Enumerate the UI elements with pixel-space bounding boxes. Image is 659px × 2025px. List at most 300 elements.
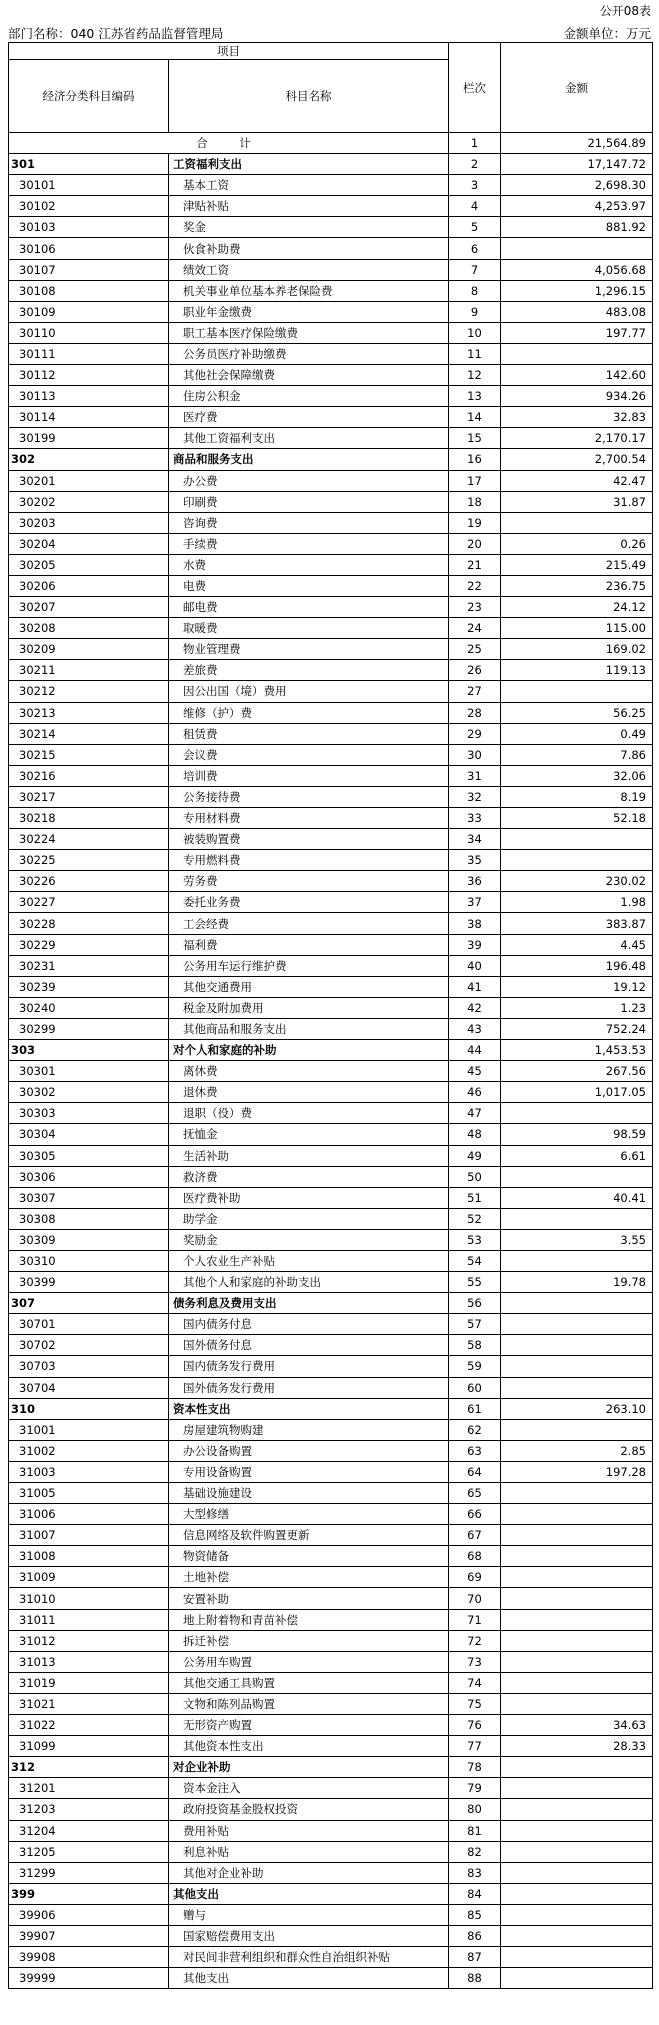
name-cell: 政府投资基金股权投资: [169, 1799, 449, 1820]
code-cell: 30201: [9, 470, 169, 491]
col-no-cell: 67: [449, 1525, 501, 1546]
amount-cell: 263.10: [501, 1398, 653, 1419]
table-row: [9, 386, 653, 407]
amount-cell: [501, 1546, 653, 1567]
amount-cell: [501, 1672, 653, 1693]
amount-cell: 4,056.68: [501, 259, 653, 280]
col-no-cell: 72: [449, 1630, 501, 1651]
table-row: [9, 1229, 653, 1250]
table-row: [9, 1820, 653, 1841]
amount-cell: 19.78: [501, 1272, 653, 1293]
col-no-cell: 86: [449, 1925, 501, 1946]
amount-cell: 115.00: [501, 618, 653, 639]
table-row: [9, 934, 653, 955]
col-no-cell: 61: [449, 1398, 501, 1419]
table-row: [9, 470, 653, 491]
table-row: [9, 850, 653, 871]
amount-cell: 215.49: [501, 554, 653, 575]
name-cell: 培训费: [169, 765, 449, 786]
table-row: [9, 913, 653, 934]
col-no-cell: 66: [449, 1504, 501, 1525]
col-no-cell: 46: [449, 1082, 501, 1103]
amount-header: 金额: [501, 43, 653, 133]
table-row: [9, 1272, 653, 1293]
amount-cell: 196.48: [501, 955, 653, 976]
name-cell: 咨询费: [169, 512, 449, 533]
col-no-cell: 74: [449, 1672, 501, 1693]
amount-unit: 金额单位：万元: [563, 26, 651, 41]
name-cell: 国外债务发行费用: [169, 1377, 449, 1398]
category-row: [9, 154, 653, 175]
amount-cell: 2,700.54: [501, 449, 653, 470]
col-no-cell: 69: [449, 1567, 501, 1588]
amount-cell: 17,147.72: [501, 154, 653, 175]
table-row: [9, 407, 653, 428]
col-no-cell: 32: [449, 786, 501, 807]
code-cell: 31007: [9, 1525, 169, 1546]
amount-cell: [501, 1293, 653, 1314]
col-no-cell: 60: [449, 1377, 501, 1398]
project-group-header: 项目: [9, 43, 449, 60]
col-no-cell: 84: [449, 1883, 501, 1904]
category-row: [9, 449, 653, 470]
name-cell: 津贴补贴: [169, 196, 449, 217]
col-no-cell: 37: [449, 892, 501, 913]
amount-cell: 230.02: [501, 871, 653, 892]
col-no-cell: 88: [449, 1968, 501, 1989]
col-no-cell: 51: [449, 1187, 501, 1208]
amount-cell: [501, 1525, 653, 1546]
code-cell: 30399: [9, 1272, 169, 1293]
name-cell: 基本工资: [169, 175, 449, 196]
table-row: [9, 428, 653, 449]
code-cell: 30107: [9, 259, 169, 280]
col-no-cell: 6: [449, 238, 501, 259]
amount-cell: [501, 1883, 653, 1904]
code-cell: 31205: [9, 1841, 169, 1862]
amount-cell: [501, 1314, 653, 1335]
code-cell: 30111: [9, 343, 169, 364]
code-cell: 30211: [9, 660, 169, 681]
col-no-cell: 31: [449, 765, 501, 786]
table-row: [9, 1018, 653, 1039]
code-cell: 30106: [9, 238, 169, 259]
code-cell: 30215: [9, 744, 169, 765]
col-no-cell: 40: [449, 955, 501, 976]
table-row: [9, 871, 653, 892]
table-row: [9, 533, 653, 554]
amount-cell: [501, 1757, 653, 1778]
table-row: [9, 1778, 653, 1799]
code-cell: 31099: [9, 1736, 169, 1757]
table-row: [9, 512, 653, 533]
amount-cell: [501, 1483, 653, 1504]
name-cell: 其他支出: [169, 1883, 449, 1904]
col-no-cell: 9: [449, 301, 501, 322]
table-row: [9, 618, 653, 639]
table-row: [9, 575, 653, 596]
col-no-cell: 79: [449, 1778, 501, 1799]
name-cell: 离休费: [169, 1061, 449, 1082]
code-cell: 30103: [9, 217, 169, 238]
col-no-cell: 77: [449, 1736, 501, 1757]
name-cell: 办公设备购置: [169, 1440, 449, 1461]
name-cell: 资本性支出: [169, 1398, 449, 1419]
amount-cell: [501, 1356, 653, 1377]
col-no-cell: 2: [449, 154, 501, 175]
amount-cell: [501, 1504, 653, 1525]
table-row: [9, 217, 653, 238]
col-no-cell: 80: [449, 1799, 501, 1820]
name-cell: 救济费: [169, 1166, 449, 1187]
code-cell: 302: [9, 449, 169, 470]
amount-cell: 19.12: [501, 976, 653, 997]
code-cell: 30101: [9, 175, 169, 196]
code-cell: 30304: [9, 1124, 169, 1145]
code-cell: 307: [9, 1293, 169, 1314]
amount-cell: [501, 681, 653, 702]
amount-cell: [501, 1799, 653, 1820]
code-cell: 30203: [9, 512, 169, 533]
code-cell: 399: [9, 1883, 169, 1904]
table-row: [9, 1546, 653, 1567]
code-cell: 31009: [9, 1567, 169, 1588]
amount-cell: [501, 1166, 653, 1187]
table-row: [9, 1377, 653, 1398]
table-row: [9, 1651, 653, 1672]
table-row: [9, 1799, 653, 1820]
col-no-cell: 63: [449, 1440, 501, 1461]
amount-cell: [501, 1968, 653, 1989]
col-no-cell: 12: [449, 365, 501, 386]
col-no-cell: 8: [449, 280, 501, 301]
table-row: [9, 343, 653, 364]
code-cell: 30302: [9, 1082, 169, 1103]
code-cell: 30212: [9, 681, 169, 702]
amount-cell: [501, 1778, 653, 1799]
col-no-cell: 5: [449, 217, 501, 238]
code-cell: 310: [9, 1398, 169, 1419]
col-no-cell: 75: [449, 1693, 501, 1714]
name-cell: 维修（护）费: [169, 702, 449, 723]
col-no-cell: 43: [449, 1018, 501, 1039]
table-row: [9, 1124, 653, 1145]
code-cell: 31006: [9, 1504, 169, 1525]
name-cell: 机关事业单位基本养老保险费: [169, 280, 449, 301]
col-no-cell: 42: [449, 997, 501, 1018]
table-row: [9, 892, 653, 913]
code-cell: 30240: [9, 997, 169, 1018]
col-no-cell: 53: [449, 1229, 501, 1250]
code-cell: 31005: [9, 1483, 169, 1504]
col-no-cell: 22: [449, 575, 501, 596]
code-cell: 31008: [9, 1546, 169, 1567]
amount-cell: 483.08: [501, 301, 653, 322]
code-cell: 31204: [9, 1820, 169, 1841]
table-row: [9, 1461, 653, 1482]
name-cell: 职工基本医疗保险缴费: [169, 322, 449, 343]
code-cell: 30308: [9, 1208, 169, 1229]
col-no-cell: 27: [449, 681, 501, 702]
table-row: [9, 1736, 653, 1757]
amount-cell: 881.92: [501, 217, 653, 238]
code-cell: 30307: [9, 1187, 169, 1208]
code-cell: 30216: [9, 765, 169, 786]
table-row: [9, 1187, 653, 1208]
name-cell: 生活补助: [169, 1145, 449, 1166]
name-cell: 专用材料费: [169, 808, 449, 829]
col-no-cell: 33: [449, 808, 501, 829]
table-row: [9, 196, 653, 217]
col-no-cell: 41: [449, 976, 501, 997]
name-cell: 手续费: [169, 533, 449, 554]
code-cell: 30299: [9, 1018, 169, 1039]
name-cell: 福利费: [169, 934, 449, 955]
col-no-cell: 38: [449, 913, 501, 934]
code-cell: 303: [9, 1040, 169, 1061]
code-cell: 30226: [9, 871, 169, 892]
table-row: [9, 175, 653, 196]
table-row: [9, 1335, 653, 1356]
col-no-cell: 81: [449, 1820, 501, 1841]
code-cell: 312: [9, 1757, 169, 1778]
code-cell: 30204: [9, 533, 169, 554]
table-row: [9, 723, 653, 744]
name-cell: 物业管理费: [169, 639, 449, 660]
name-cell: 绩效工资: [169, 259, 449, 280]
col-no-cell: 58: [449, 1335, 501, 1356]
amount-cell: [501, 1567, 653, 1588]
table-row: [9, 365, 653, 386]
col-no-cell: 59: [449, 1356, 501, 1377]
col-no-cell: 47: [449, 1103, 501, 1124]
amount-cell: 119.13: [501, 660, 653, 681]
table-row: [9, 660, 653, 681]
table-row: [9, 1630, 653, 1651]
name-cell: 奖励金: [169, 1229, 449, 1250]
table-row: [9, 1483, 653, 1504]
name-cell: 公务用车购置: [169, 1651, 449, 1672]
table-row: [9, 1314, 653, 1335]
amount-cell: [501, 238, 653, 259]
table-row: [9, 1904, 653, 1925]
amount-cell: 197.28: [501, 1461, 653, 1482]
name-cell: 邮电费: [169, 597, 449, 618]
amount-cell: 934.26: [501, 386, 653, 407]
name-cell: 基础设施建设: [169, 1483, 449, 1504]
table-row: [9, 491, 653, 512]
col-no-cell: 14: [449, 407, 501, 428]
col-no-cell: 57: [449, 1314, 501, 1335]
code-cell: 30231: [9, 955, 169, 976]
name-cell: 其他对企业补助: [169, 1862, 449, 1883]
table-row: [9, 597, 653, 618]
amount-cell: 2,170.17: [501, 428, 653, 449]
col-no-cell: 70: [449, 1588, 501, 1609]
name-cell: 工资福利支出: [169, 154, 449, 175]
amount-cell: 24.12: [501, 597, 653, 618]
col-no-cell: 39: [449, 934, 501, 955]
table-row: [9, 259, 653, 280]
name-cell: 赠与: [169, 1904, 449, 1925]
table-row: [9, 1166, 653, 1187]
table-row: [9, 1968, 653, 1989]
name-cell: 其他个人和家庭的补助支出: [169, 1272, 449, 1293]
code-cell: 30228: [9, 913, 169, 934]
code-cell: 31003: [9, 1461, 169, 1482]
name-cell: 国内债务发行费用: [169, 1356, 449, 1377]
amount-cell: [501, 1250, 653, 1271]
table-row: [9, 1440, 653, 1461]
name-cell: 电费: [169, 575, 449, 596]
category-row: [9, 1883, 653, 1904]
table-row: [9, 280, 653, 301]
col-no-header: 栏次: [449, 43, 501, 133]
amount-cell: [501, 343, 653, 364]
name-cell: 因公出国（境）费用: [169, 681, 449, 702]
name-cell: 伙食补助费: [169, 238, 449, 259]
col-no-cell: 83: [449, 1862, 501, 1883]
code-cell: 30114: [9, 407, 169, 428]
amount-cell: 169.02: [501, 639, 653, 660]
table-row: [9, 1103, 653, 1124]
table-row: [9, 1841, 653, 1862]
table-row: [9, 301, 653, 322]
code-cell: 30701: [9, 1314, 169, 1335]
amount-cell: 2,698.30: [501, 175, 653, 196]
code-cell: 30702: [9, 1335, 169, 1356]
name-cell: 医疗费补助: [169, 1187, 449, 1208]
total-amount: 21,564.89: [501, 133, 653, 154]
code-cell: 30305: [9, 1145, 169, 1166]
code-cell: 31203: [9, 1799, 169, 1820]
name-cell: 其他资本性支出: [169, 1736, 449, 1757]
name-cell: 土地补偿: [169, 1567, 449, 1588]
name-cell: 对企业补助: [169, 1757, 449, 1778]
col-no-cell: 54: [449, 1250, 501, 1271]
name-cell: 印刷费: [169, 491, 449, 512]
code-cell: 39999: [9, 1968, 169, 1989]
col-no-cell: 25: [449, 639, 501, 660]
col-no-cell: 11: [449, 343, 501, 364]
col-no-cell: 19: [449, 512, 501, 533]
name-cell: 资本金注入: [169, 1778, 449, 1799]
col-no-cell: 65: [449, 1483, 501, 1504]
col-no-cell: 29: [449, 723, 501, 744]
code-cell: 30218: [9, 808, 169, 829]
amount-cell: [501, 1904, 653, 1925]
code-cell: 30102: [9, 196, 169, 217]
code-cell: 30109: [9, 301, 169, 322]
name-cell: 国内债务付息: [169, 1314, 449, 1335]
table-row: [9, 322, 653, 343]
table-row: [9, 1145, 653, 1166]
amount-cell: 197.77: [501, 322, 653, 343]
table-row: [9, 1609, 653, 1630]
amount-cell: [501, 1925, 653, 1946]
name-cell: 办公费: [169, 470, 449, 491]
code-cell: 30306: [9, 1166, 169, 1187]
code-header: 经济分类科目编码: [9, 60, 169, 133]
code-cell: 30239: [9, 976, 169, 997]
amount-cell: [501, 1841, 653, 1862]
col-no-cell: 71: [449, 1609, 501, 1630]
col-no-cell: 44: [449, 1040, 501, 1061]
amount-cell: [501, 1820, 653, 1841]
code-cell: 30309: [9, 1229, 169, 1250]
name-cell: 差旅费: [169, 660, 449, 681]
amount-cell: 40.41: [501, 1187, 653, 1208]
name-cell: 奖金: [169, 217, 449, 238]
amount-cell: [501, 512, 653, 533]
amount-cell: 52.18: [501, 808, 653, 829]
col-no-cell: 16: [449, 449, 501, 470]
table-row: [9, 1525, 653, 1546]
code-cell: 30208: [9, 618, 169, 639]
code-cell: 39906: [9, 1904, 169, 1925]
col-no-cell: 56: [449, 1293, 501, 1314]
col-no-cell: 15: [449, 428, 501, 449]
col-no-cell: 20: [449, 533, 501, 554]
table-row: [9, 1947, 653, 1968]
name-cell: 公务用车运行维护费: [169, 955, 449, 976]
col-no-cell: 3: [449, 175, 501, 196]
name-cell: 租赁费: [169, 723, 449, 744]
department-name: 部门名称：040 江苏省药品监督管理局: [8, 26, 224, 41]
code-cell: 30214: [9, 723, 169, 744]
amount-cell: 6.61: [501, 1145, 653, 1166]
amount-cell: 2.85: [501, 1440, 653, 1461]
category-row: [9, 1757, 653, 1778]
code-cell: 30703: [9, 1356, 169, 1377]
col-no-cell: 36: [449, 871, 501, 892]
name-cell: 助学金: [169, 1208, 449, 1229]
name-cell: 对民间非营利组织和群众性自治组织补贴: [169, 1947, 449, 1968]
col-no-cell: 45: [449, 1061, 501, 1082]
name-cell: 对个人和家庭的补助: [169, 1040, 449, 1061]
code-cell: 30301: [9, 1061, 169, 1082]
name-cell: 医疗费: [169, 407, 449, 428]
table-row: [9, 1504, 653, 1525]
col-no-cell: 4: [449, 196, 501, 217]
name-cell: 商品和服务支出: [169, 449, 449, 470]
code-cell: 31299: [9, 1862, 169, 1883]
name-cell: 国外债务付息: [169, 1335, 449, 1356]
col-no-cell: 23: [449, 597, 501, 618]
amount-cell: 1,017.05: [501, 1082, 653, 1103]
name-cell: 专用燃料费: [169, 850, 449, 871]
col-no-cell: 35: [449, 850, 501, 871]
name-cell: 信息网络及软件购置更新: [169, 1525, 449, 1546]
name-cell: 抚恤金: [169, 1124, 449, 1145]
code-cell: 30225: [9, 850, 169, 871]
name-cell: 公务员医疗补助缴费: [169, 343, 449, 364]
code-cell: 31022: [9, 1715, 169, 1736]
amount-cell: 752.24: [501, 1018, 653, 1039]
category-row: [9, 1040, 653, 1061]
form-number: 公开08表: [599, 4, 651, 18]
name-cell: 大型修缮: [169, 1504, 449, 1525]
name-cell: 地上附着物和青苗补偿: [169, 1609, 449, 1630]
amount-cell: [501, 1609, 653, 1630]
code-cell: 30199: [9, 428, 169, 449]
col-no-cell: 62: [449, 1419, 501, 1440]
name-cell: 费用补贴: [169, 1820, 449, 1841]
code-cell: 39908: [9, 1947, 169, 1968]
amount-cell: [501, 1419, 653, 1440]
amount-cell: 3.55: [501, 1229, 653, 1250]
code-cell: 30229: [9, 934, 169, 955]
